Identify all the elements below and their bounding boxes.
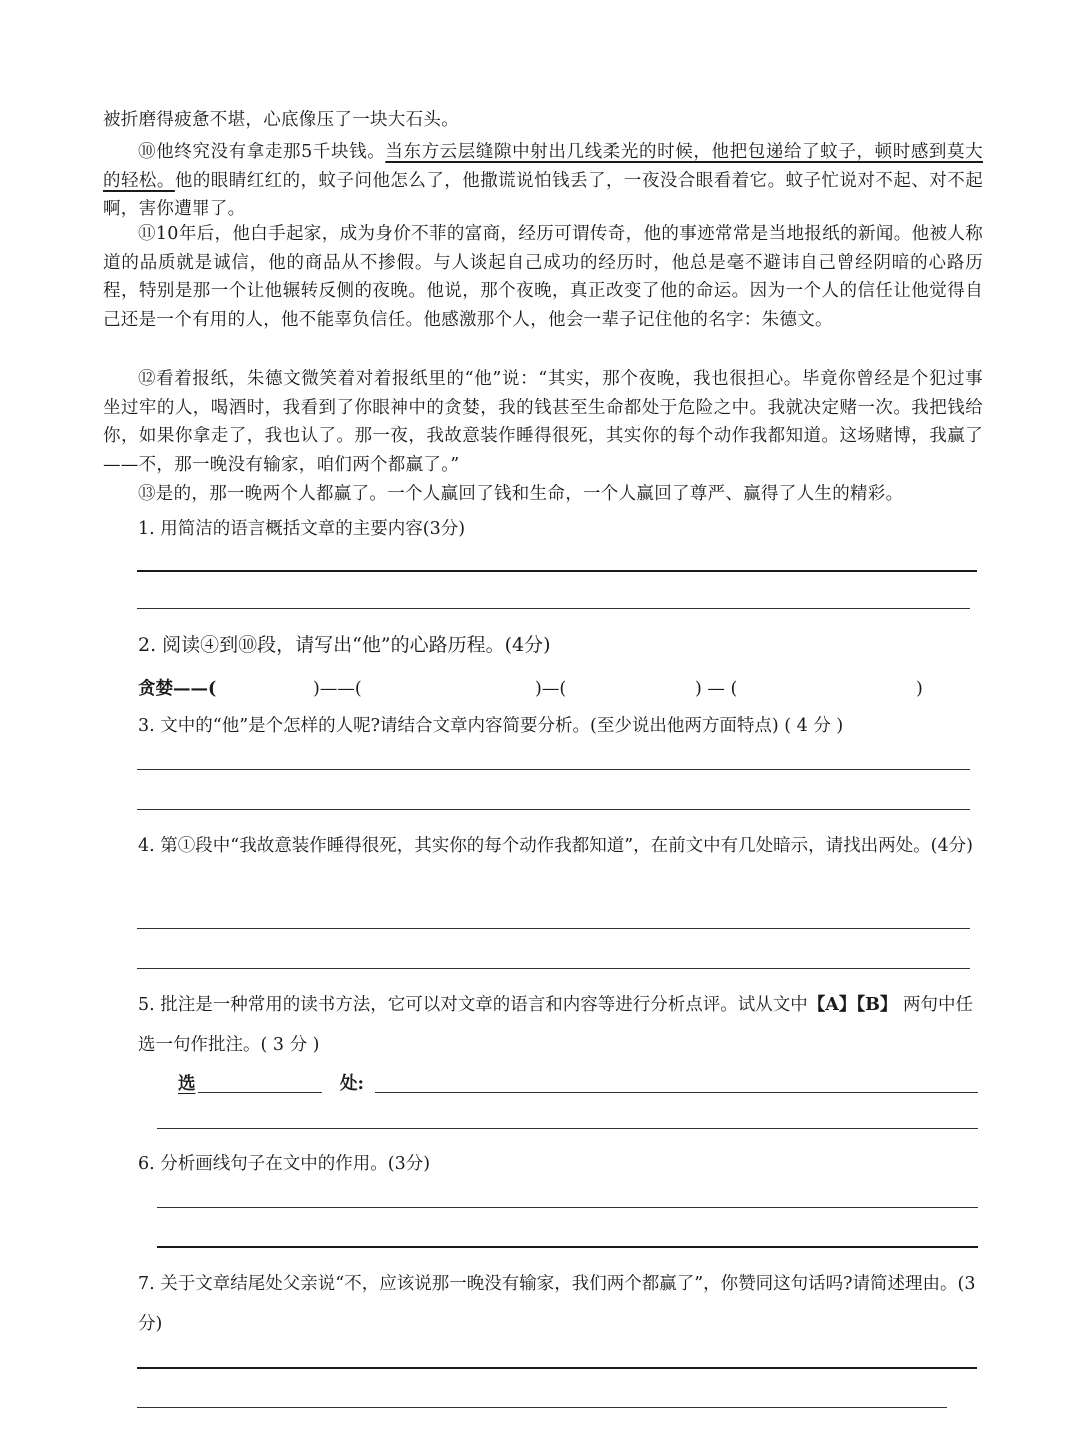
question-6: 6. 分析画线句子在文中的作用。(3分) [138, 1154, 431, 1174]
answer-line[interactable] [137, 1367, 977, 1369]
path-end: ) [916, 679, 923, 699]
question-2: 2. 阅读④到⑩段，请写出“他”的心路历程。(4分) [138, 634, 551, 656]
passage-paragraph-11: ⑪10年后，他白手起家，成为身价不菲的富商，经历可谓传奇，他的事迹常常是当地报纸的新闻。他被人称道的品质就是诚信，他的商品从不掺假。与人谈起自己成功的经历时，他总是毫不避讳自己曾经阴暗的心路历程，特别是那一个让他辗转反侧的夜晚。他说，那个夜晚，真正改变了他的命运。因为一个人的信任让他觉得自己还是一个有用的人，他不能辜负信任。他感激那个人，他会一辈子记住他的名字：朱德文。 [103, 224, 983, 330]
select-label: 选 [178, 1074, 196, 1094]
paragraph-text: 他终究没有拿走那5千块钱。 [156, 142, 386, 162]
answer-line[interactable] [137, 769, 970, 770]
place-blank[interactable] [375, 1092, 978, 1093]
paragraph-text: 他的眼睛红红的，蚊子问他怎么了，他撒谎说怕钱丢了，一夜没合眼看着它。蚊子忙说对不起、对不起啊，害你遭罪了。 [103, 170, 984, 220]
underlined-sentence: 当东方云层缝隙中射出几线柔光的时候，他把包递给了蚊子，顿时感到莫大的轻松。 [103, 142, 983, 191]
answer-line[interactable] [157, 1207, 978, 1208]
passage-paragraph-12: ⑫看着报纸，朱德文微笑着对着报纸里的“他”说：“其实，那个夜晚，我也很担心。毕竟你曾经是个犯过事坐过牢的人，喝酒时，我看到了你眼神中的贪婪，我的钱甚至生命都处于危险之中。我就决定赌一次。我把钱给你，如果你拿走了，我也认了。那一夜，我故意装作睡得很死，其实你的每个动作我都知道。这场赌博，我赢了——不，那一晚没有输家，咱们两个都赢了。” [103, 369, 983, 475]
passage-line-0: 被折磨得疲惫不堪，心底像压了一块大石头。 [103, 110, 459, 130]
passage-paragraph-13: ⑬是的，那一晚两个人都赢了。一个人赢回了钱和生命，一个人赢回了尊严、赢得了人生的精彩。 [138, 484, 904, 504]
paragraph-number: ⑩ [138, 142, 157, 162]
place-label: 处: [340, 1074, 364, 1094]
answer-line[interactable] [137, 928, 970, 929]
answer-line[interactable] [137, 1407, 947, 1408]
answer-line[interactable] [137, 608, 970, 609]
passage-paragraph-10 [103, 138, 983, 224]
path-sep-3: ) — ( [695, 679, 738, 699]
question-7: 7. 关于文章结尾处父亲说“不，应该说那一晚没有输家，我们两个都赢了”，你赞同这句话吗?请简述理由。(3分) [138, 1274, 976, 1334]
path-sep-2: )—( [535, 679, 567, 699]
question-4: 4. 第①段中“我故意装作睡得很死，其实你的每个动作我都知道”，在前文中有几处暗示，请找出两处。(4分) [138, 836, 973, 856]
path-sep-1: )——( [313, 679, 362, 699]
answer-line[interactable] [137, 809, 970, 810]
answer-line[interactable] [137, 968, 970, 969]
answer-line[interactable] [137, 570, 977, 572]
question-1: 1. 用简洁的语言概括文章的主要内容(3分) [138, 519, 466, 539]
answer-line[interactable] [157, 1246, 978, 1248]
select-blank[interactable] [198, 1092, 322, 1093]
question-3: 3. 文中的“他”是个怎样的人呢?请结合文章内容简要分析。(至少说出他两方面特点) ( 4 分 ) [138, 716, 844, 736]
path-start: 贪婪——( [138, 679, 217, 699]
question-5: 5. 批注是一种常用的读书方法，它可以对文章的语言和内容等进行分析点评。试从文中【A】【B】 两句中任选一句作批注。( 3 分 ) [138, 995, 973, 1055]
answer-line[interactable] [157, 1128, 978, 1129]
ab-bracket: 【A】【B】 [807, 995, 898, 1015]
